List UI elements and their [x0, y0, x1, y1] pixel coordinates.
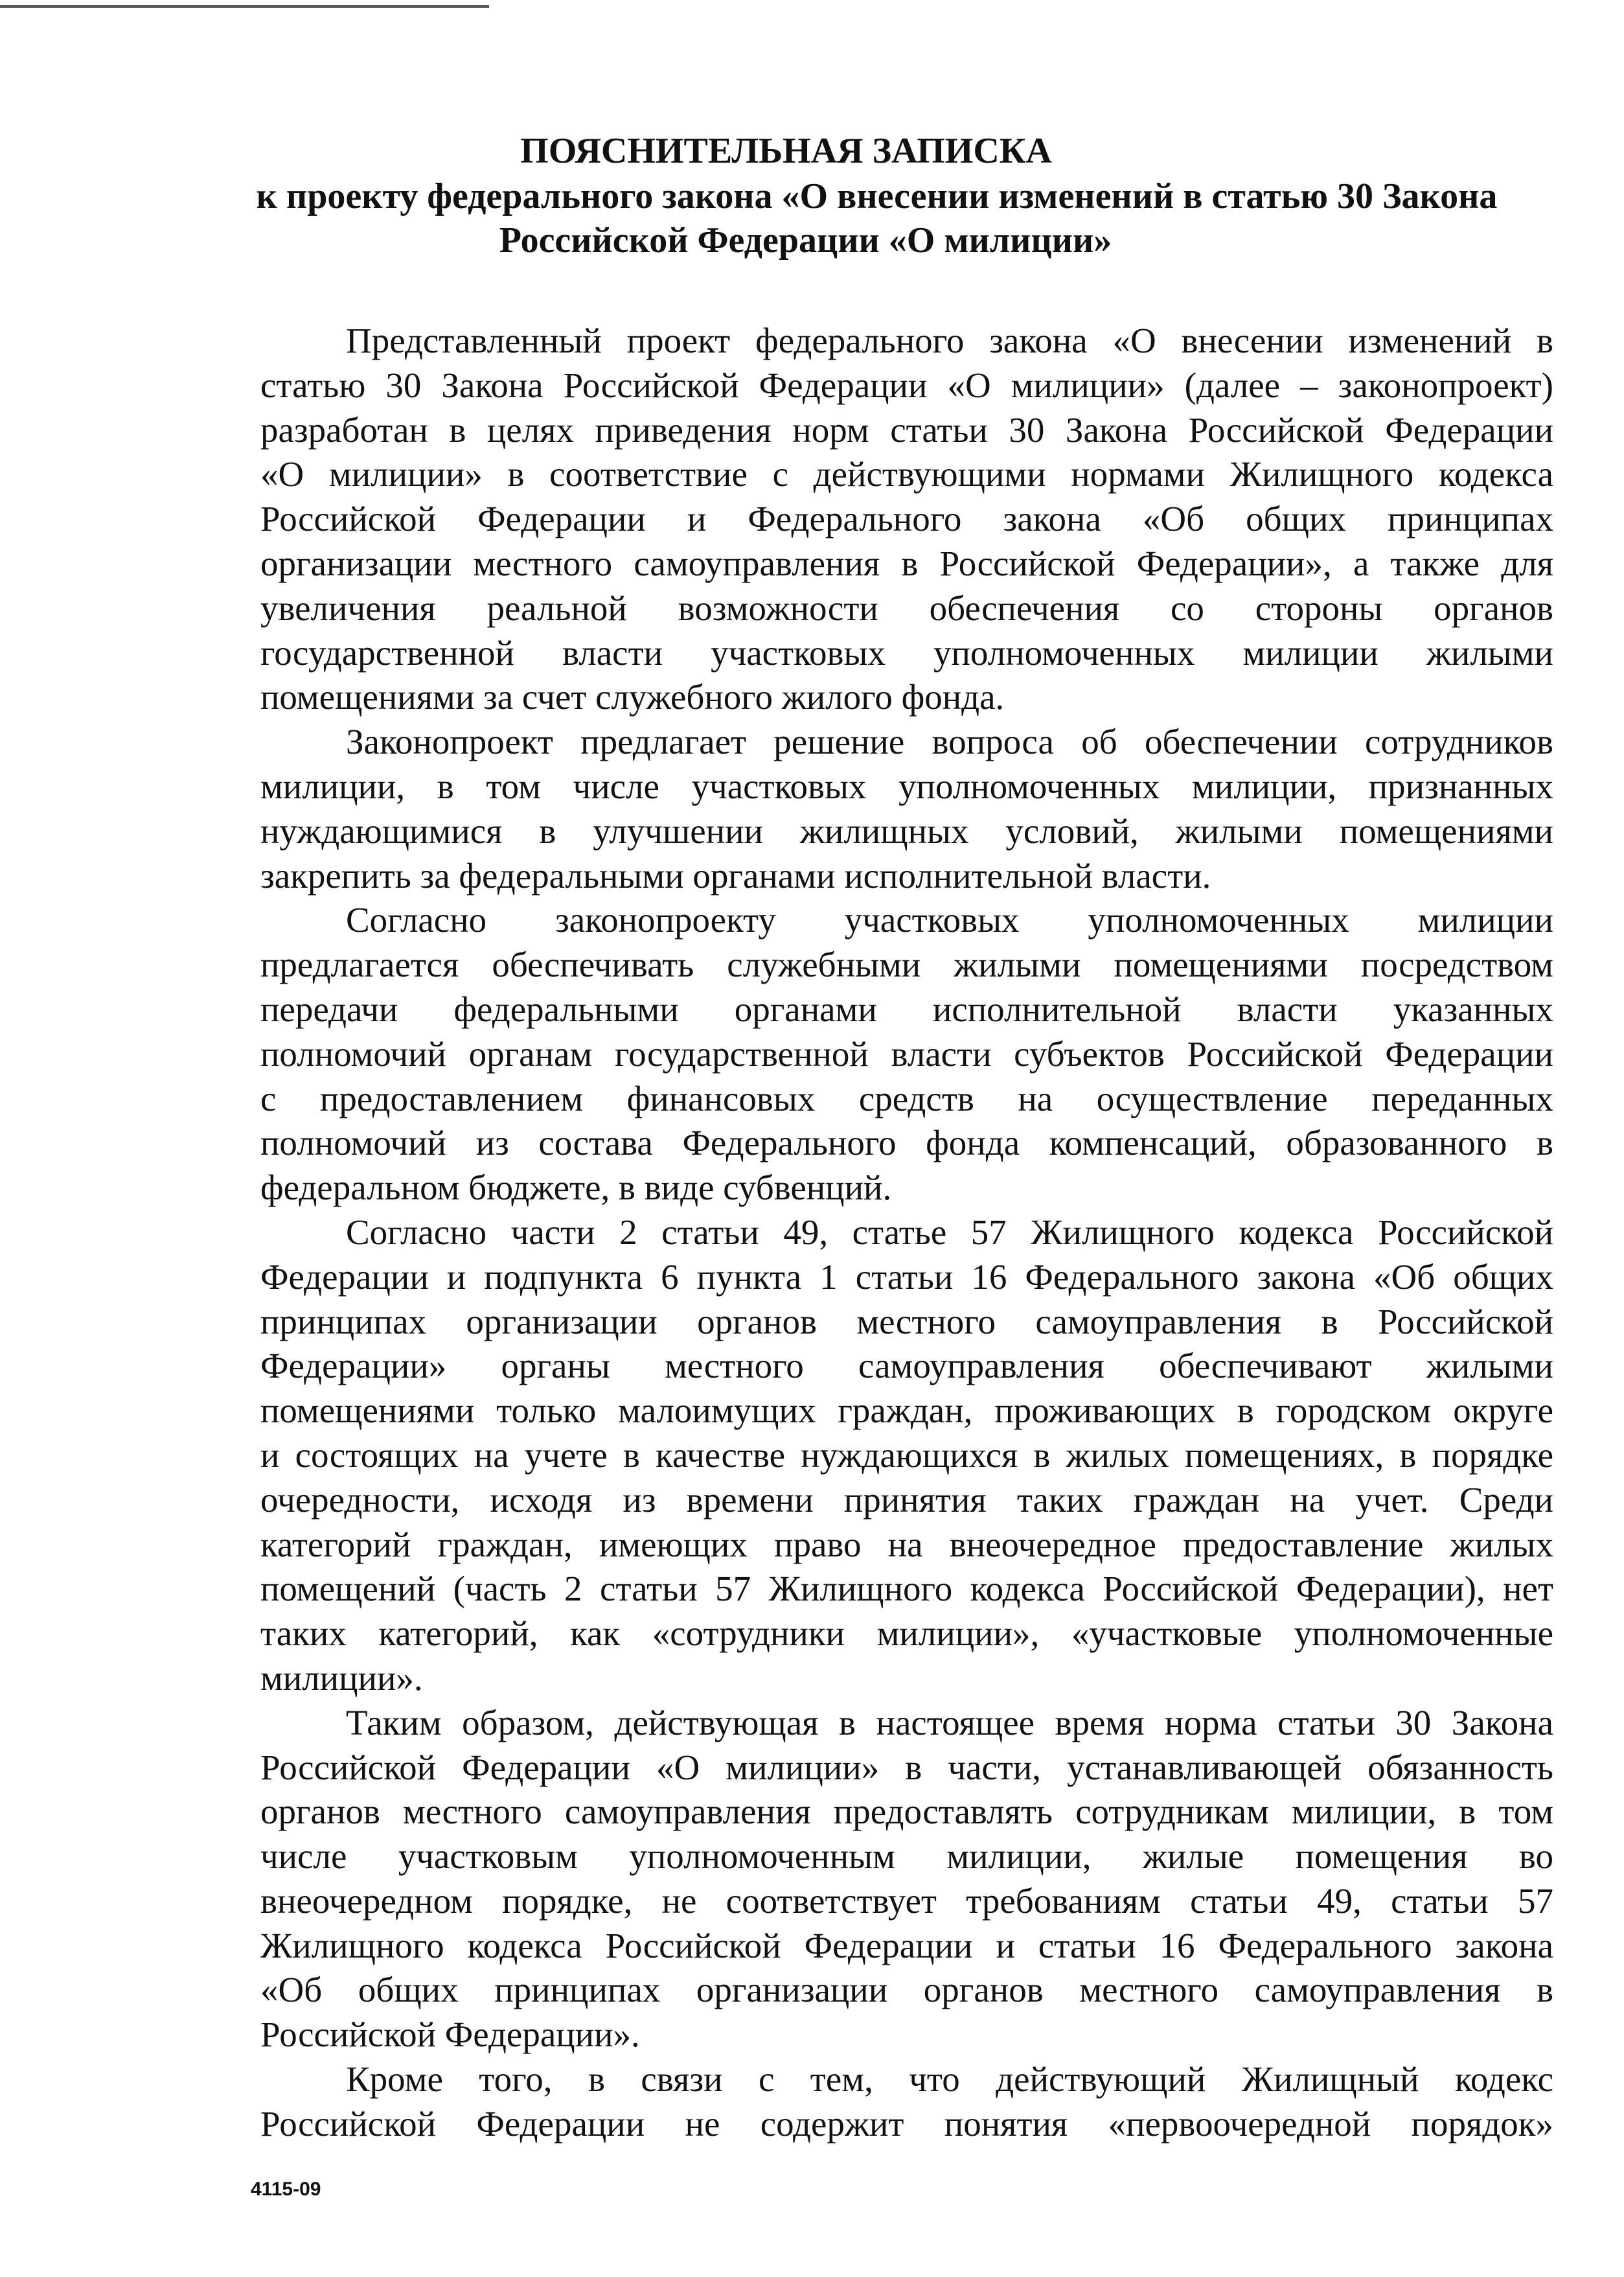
text-line: закрепить за федеральными органами исполнительной власти.: [260, 855, 1211, 896]
document-body: [260, 319, 1553, 2147]
text-line: милиции».: [260, 1658, 423, 1698]
text-line: помещений (часть 2 статьи 57 Жилищного кодекса Российской Федерации), нет: [260, 1569, 1553, 1609]
text-line: внеочередном порядке, не соответствует требованиям статьи 49, статьи 57: [260, 1880, 1553, 1921]
paragraph: [260, 319, 1553, 720]
text-line: органов местного самоуправления предоставлять сотрудникам милиции, в том: [260, 1792, 1553, 1832]
text-line: «Об общих принципах организации органов местного самоуправления в: [260, 1970, 1553, 2010]
paragraph: [260, 1210, 1553, 1701]
paragraph: [260, 720, 1553, 898]
text-line: Федерации и подпункта 6 пункта 1 статьи 16 Федерального закона «Об общих: [260, 1256, 1553, 1297]
text-line: полномочий из состава Федерального фонда компенсаций, образованного в: [260, 1123, 1553, 1163]
paragraph: [260, 2057, 1553, 2147]
text-line: Российской Федерации «О милиции» в части, устанавливающей обязанность: [260, 1747, 1553, 1787]
text-line: Представленный проект федерального закона «О внесении изменений в: [346, 321, 1553, 360]
text-line: Российской Федерации не содержит понятия «первоочередной порядок»: [260, 2103, 1553, 2144]
text-line: Российской Федерации и Федерального закона «Об общих принципах: [260, 499, 1553, 539]
text-line: разработан в целях приведения норм статьи 30 Закона Российской Федерации: [260, 410, 1553, 450]
paragraph: [260, 898, 1553, 1210]
text-line: государственной власти участковых уполномоченных милиции жилыми: [260, 632, 1553, 673]
text-line: полномочий органам государственной власти субъектов Российской Федерации: [260, 1034, 1553, 1074]
text-line: предлагается обеспечивать служебными жилыми помещениями посредством: [260, 945, 1553, 985]
text-line: увеличения реальной возможности обеспечения со стороны органов: [260, 588, 1553, 628]
paragraph: [260, 1701, 1553, 2057]
document-title: ПОЯСНИТЕЛЬНАЯ ЗАПИСКА: [520, 131, 1052, 171]
text-line: передачи федеральными органами исполнительной власти указанных: [260, 989, 1553, 1029]
text-line: статью 30 Закона Российской Федерации «О милиции» (далее – законопроект): [260, 365, 1553, 405]
text-line: таких категорий, как «сотрудники милиции», «участковые уполномоченные: [260, 1613, 1553, 1654]
text-line: Согласно части 2 статьи 49, статье 57 Жилищного кодекса Российской: [346, 1212, 1553, 1252]
text-line: помещениями за счет служебного жилого фонда.: [260, 677, 1005, 717]
text-line: Согласно законопроекту участковых уполномоченных милиции: [346, 900, 1553, 940]
text-line: милиции, в том числе участковых уполномоченных милиции, признанных: [260, 766, 1553, 806]
text-line: Российской Федерации».: [260, 2015, 640, 2055]
document-number: 4115-09: [251, 2179, 321, 2200]
text-line: Таким образом, действующая в настоящее время норма статьи 30 Закона: [346, 1702, 1553, 1742]
text-line: нуждающимися в улучшении жилищных условий, жилыми помещениями: [260, 811, 1553, 851]
scan-edge-line: [0, 5, 489, 8]
text-line: с предоставлением финансовых средств на осуществление переданных: [260, 1078, 1553, 1118]
text-line: Жилищного кодекса Российской Федерации и статьи 16 Федерального закона: [260, 1925, 1553, 1965]
text-line: и состоящих на учете в качестве нуждающихся в жилых помещениях, в порядке: [260, 1435, 1553, 1475]
document-subtitle-line-2: Российской Федерации «О милиции»: [499, 220, 1112, 260]
text-line: федеральном бюджете, в виде субвенций.: [260, 1168, 892, 1208]
text-line: Федерации» органы местного самоуправления обеспечивают жилыми: [260, 1346, 1553, 1386]
text-line: числе участковым уполномоченным милиции, жилые помещения во: [260, 1836, 1553, 1877]
text-line: принципах организации органов местного самоуправления в Российской: [260, 1301, 1553, 1341]
text-line: очередности, исходя из времени принятия таких граждан на учет. Среди: [260, 1479, 1553, 1520]
document-subtitle-line-1: к проекту федерального закона «О внесении изменений в статью 30 Закона: [256, 176, 1498, 216]
text-line: Законопроект предлагает решение вопроса об обеспечении сотрудников: [346, 722, 1553, 762]
text-line: помещениями только малоимущих граждан, проживающих в городском округе: [260, 1391, 1553, 1431]
text-line: «О милиции» в соответствие с действующими нормами Жилищного кодекса: [260, 454, 1553, 494]
text-line: организации местного самоуправления в Российской Федерации», а также для: [260, 543, 1553, 583]
text-line: Кроме того, в связи с тем, что действующий Жилищный кодекс: [346, 2059, 1553, 2099]
text-line: категорий граждан, имеющих право на внеочередное предоставление жилых: [260, 1524, 1553, 1564]
